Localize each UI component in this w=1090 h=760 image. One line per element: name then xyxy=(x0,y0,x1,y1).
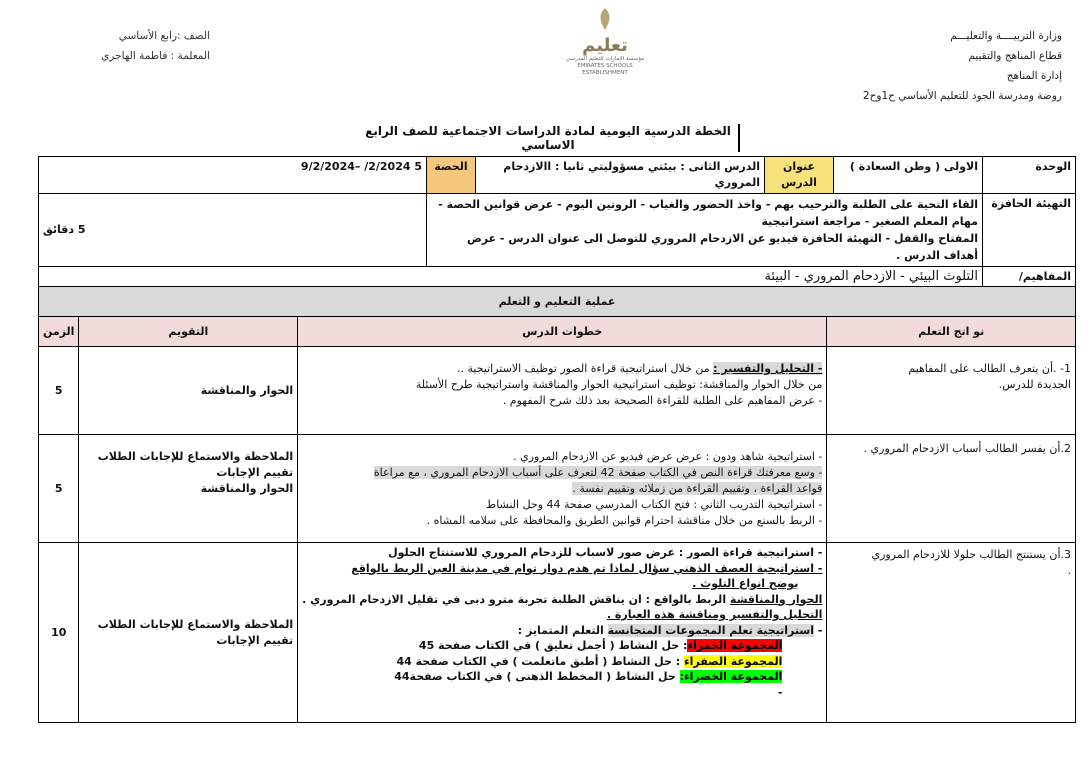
evaluation-text: الحوار والمناقشة xyxy=(200,383,294,397)
table-row xyxy=(39,347,1076,435)
sector-name: قطاع المناهج والتقييم xyxy=(968,50,1062,62)
yellow-group-text: : حل النشاط ( أطبق ماتعلمت ) في الكتاب صفحة 44 xyxy=(396,654,684,668)
outcome-text: 1- .أن يتعرف الطالب على المفاهيم xyxy=(908,362,1071,375)
step-line: - استراتيجية شاهد ودون : عرض عرض فيديو عن الازدحام المروري . xyxy=(513,450,823,463)
page-title: الخطة الدرسية اليومية لمادة الدراسات الاجتماعية للصف الرابع الاساسي xyxy=(360,124,740,152)
motivation-text xyxy=(427,194,983,267)
step-line: يوضح انواع التلوث . xyxy=(692,577,799,590)
steps-cell xyxy=(298,435,827,543)
teacher-label: المعلمة : فاطمة الهاجري xyxy=(101,50,210,62)
class-info xyxy=(100,26,210,66)
grade-label: الصف :رابع الأساسي xyxy=(118,30,210,42)
step-line: - عرض المفاهيم على الطلبة للقراءة الصحيحة بعد ذلك شرح المفهوم . xyxy=(502,394,823,407)
motivation-label: التهيئة الحافزة xyxy=(983,194,1076,267)
outcome-text: . xyxy=(1067,564,1071,577)
yellow-group-label: المجموعة الصفراء xyxy=(684,654,783,668)
lesson-title-label: عنوان الدرس xyxy=(765,157,834,194)
col-evaluation: التقويم xyxy=(79,317,298,347)
red-group-label: المجموعة الحمراء xyxy=(687,639,783,652)
step-line xyxy=(302,481,822,497)
teaching-process-table xyxy=(38,286,1076,723)
logo-arabic-name: مؤسسة الإمارات للتعليم المدرسي xyxy=(565,56,645,62)
green-group-text: حل النشاط ( المخطط الذهنى ) في الكتاب صفحة44 xyxy=(394,670,680,683)
evaluation-text: تقييم الإجابات xyxy=(216,633,294,647)
step-text: - xyxy=(813,623,823,637)
outcome-text: 2.أن يفسر الطالب أسباب الازدحام المروري . xyxy=(863,442,1071,455)
outcome-cell xyxy=(827,435,1076,543)
period-label: الحصة xyxy=(427,157,476,194)
outcome-text: 3.أن يستنتج الطالب حلولا للازدحام المروري xyxy=(871,548,1071,561)
school-name: روضة ومدرسة الجود للتعليم الأساسي ح1وح2 xyxy=(862,90,1062,102)
motivation-line-2: المفتاح والقفل - التهيئة الحافزة فيديو عن الازدحام المروري للتوصل الى عنوان الدرس - عرض أهداف الدرس . xyxy=(466,232,978,262)
step-text: من خلال استراتيجية قراءة الصور توظيف الاستراتيجية .. xyxy=(456,362,714,375)
step-highlight: - وسع معرفتك قراءة النص في الكتاب صفحة 42 لتعرف على أسباب الازدحام المروري ، مع مراعاة xyxy=(373,466,823,479)
concepts-label-line-1: المفاهيم/ xyxy=(1018,270,1071,283)
concepts-value: التلوث البيئي - الازدحام المروري - البيئة xyxy=(39,267,983,320)
red-group-text: : حل النشاط ( أجمل تعليق ) في الكتاب صفحة 45 xyxy=(418,639,688,652)
logo-mark-text: تعليم xyxy=(582,35,628,56)
motivation-time: 5 دقائق xyxy=(39,194,427,267)
step-line xyxy=(302,592,822,608)
logo-mark-icon xyxy=(595,6,615,32)
evaluation-cell xyxy=(79,543,298,723)
outcome-cell xyxy=(827,347,1076,435)
step-line: من خلال الحوار والمناقشة: توظيف استراتيجية الحوار والمناقشة واستراتيجية طرح الأسئلة xyxy=(415,378,823,391)
steps-cell xyxy=(298,543,827,723)
outcome-cell xyxy=(827,543,1076,723)
column-header-row xyxy=(39,317,1076,347)
ministry-name: وزارة التربيــــة والتعليـــم xyxy=(950,30,1062,42)
green-group-line xyxy=(302,669,822,685)
step-highlight: الحوار والمناقشة xyxy=(729,592,823,606)
col-steps: خطوات الدرس xyxy=(298,317,827,347)
yellow-group-line xyxy=(302,654,822,670)
step-highlight: قواعد القراءة ، وتقييم القراءة من زملائه وتقييم نفسة . xyxy=(572,482,823,495)
lesson-value: الدرس الثانى : بيئتي مسؤوليتي ثانيا : االازدحام المروري xyxy=(476,157,765,194)
step-line: - استراتيجية العصف الذهني سؤال لماذا تم هدم دوار توام في مدينة العين الربط بالواقع xyxy=(351,561,823,575)
step-line: - xyxy=(777,685,783,699)
time-cell: 5 xyxy=(39,347,79,435)
table-row xyxy=(39,435,1076,543)
step-line: - الربط بالسنع من خلال مناقشة احترام قوانين الطريق والمحافظة على سلامه المشاه . xyxy=(426,514,823,527)
step-highlight: استراتيجية تعلم المجموعات المتجانسة xyxy=(607,623,814,637)
time-cell: 5 xyxy=(39,435,79,543)
step-highlight: - التحليل والتفسير : xyxy=(713,362,823,375)
steps-cell xyxy=(298,347,827,435)
unit-label: الوحدة xyxy=(983,157,1076,194)
step-text: الربط بالواقع : ان يناقش الطلبة تجربة مترو دبى في تقليل الازدحام المروري . xyxy=(302,592,730,606)
department-name: إدارة المناهج xyxy=(1006,70,1062,82)
unit-row xyxy=(39,157,1076,194)
outcome-text: الجديدة للدرس. xyxy=(998,378,1071,391)
section-title-row xyxy=(39,287,1076,317)
step-line: التحليل والتفسير ومناقشة هذه العبارة . xyxy=(606,608,823,621)
step-line: - استراتيجية قراءة الصور : عرض صور لاسباب للزدحام المروري للاستنتاج الحلول xyxy=(388,546,823,559)
green-group-label: المجموعة الخضراء: xyxy=(679,670,783,683)
lesson-date: 9/2/2024– /2/2024 5 xyxy=(39,157,427,194)
evaluation-text: الحوار والمناقشة xyxy=(200,482,294,495)
step-line: - استراتيجية التدريب الثاني : فتح الكتاب المدرسي صفحة 44 وحل النشاط xyxy=(486,498,823,511)
evaluation-cell xyxy=(79,347,298,435)
evaluation-text: الملاحظة والاستماع للإجابات الطلاب xyxy=(97,617,294,631)
ministry-header xyxy=(863,26,1062,106)
step-text: التعلم المتمايز : xyxy=(517,623,608,637)
time-cell: 10 xyxy=(39,543,79,723)
ese-logo xyxy=(560,6,650,76)
table-row xyxy=(39,543,1076,723)
step-line xyxy=(302,623,822,639)
step-line xyxy=(302,361,822,377)
col-outcomes: نو اتج التعلم xyxy=(827,317,1076,347)
evaluation-cell xyxy=(79,435,298,543)
red-group-line xyxy=(302,638,822,654)
section-title: عملية التعليم و التعلم xyxy=(39,287,1076,317)
evaluation-text: الملاحظة والاستماع للإجابات الطلاب xyxy=(97,450,294,463)
motivation-line-1: القاء التحية على الطلبة والترحيب بهم - واخذ الحضور والغياب - الروتين اليوم - عرض قوانين الحصة - مهام المعلم الصغير - مراجعة استراتيجية xyxy=(438,198,978,228)
col-time: الزمن xyxy=(39,317,79,347)
motivation-row xyxy=(39,194,1076,267)
step-line xyxy=(302,465,822,481)
logo-english-name: EMIRATES SCHOOLS ESTABLISHMENT xyxy=(577,63,633,76)
evaluation-text: تقييم الإجابات xyxy=(216,466,294,479)
unit-value: الاولى ( وطن السعادة ) xyxy=(834,157,983,194)
